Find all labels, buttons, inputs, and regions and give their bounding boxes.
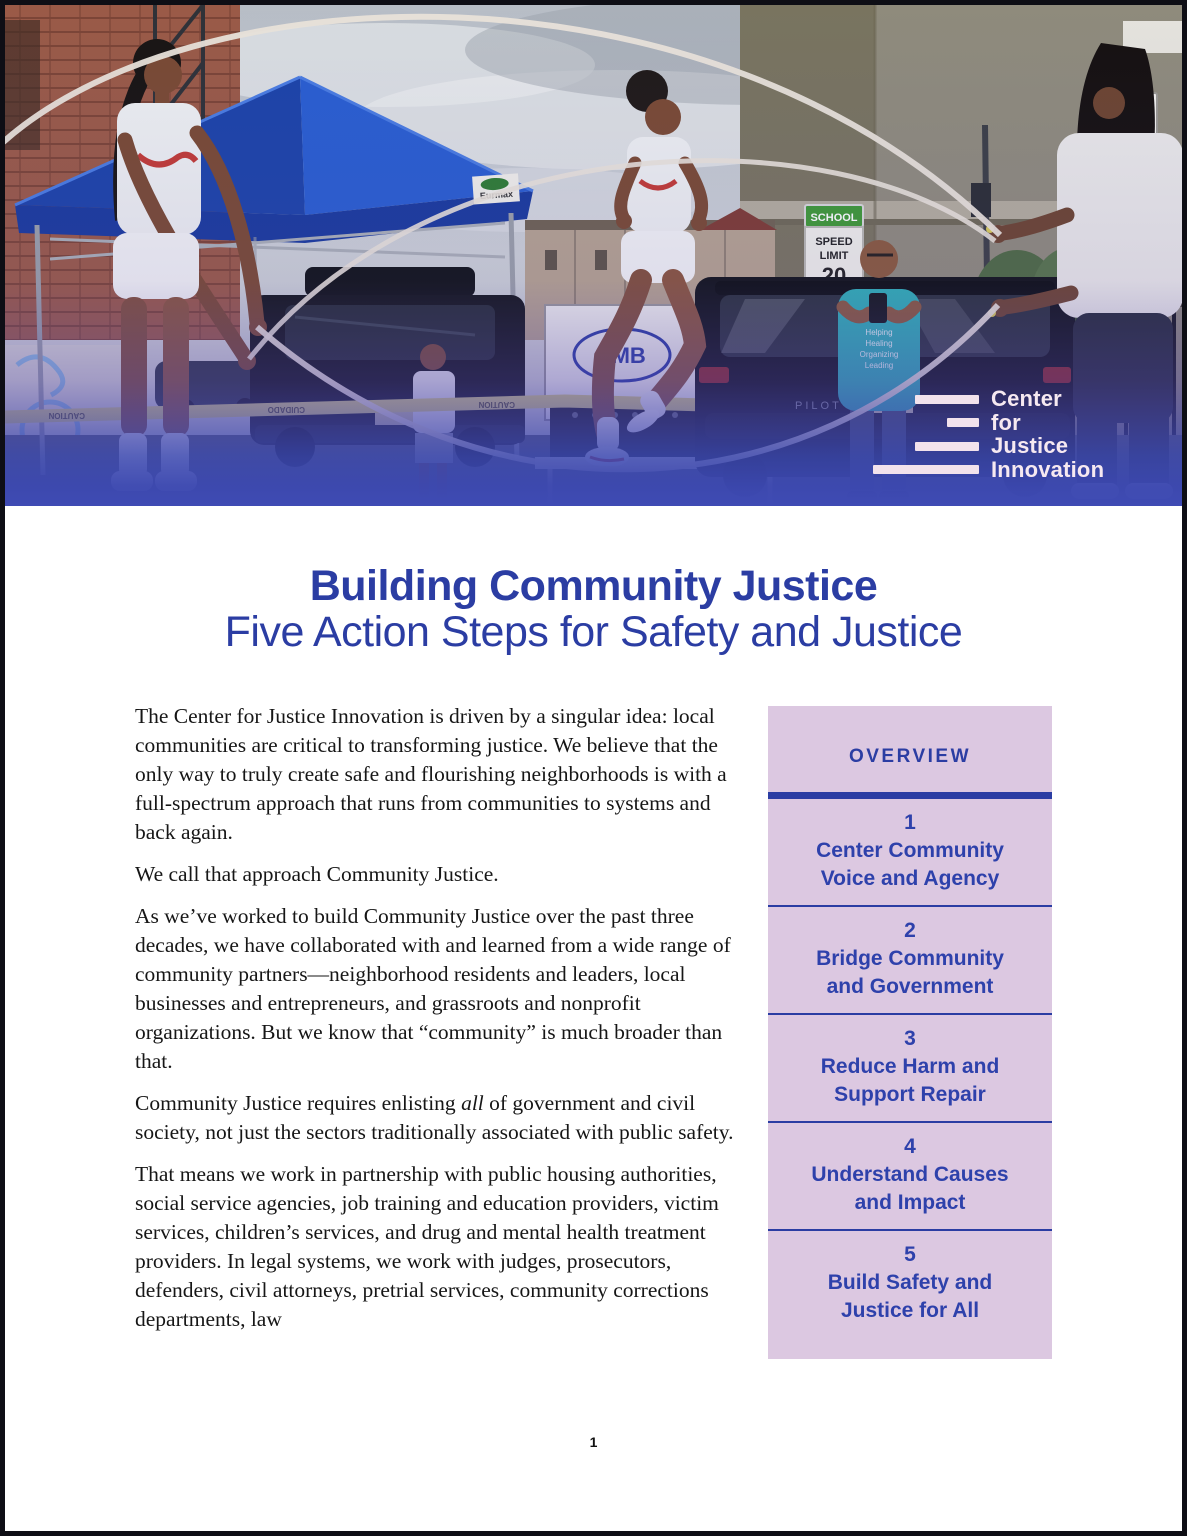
paragraph-3: As we’ve worked to build Community Justice over the past three decades, we have collaborated with and learned from a wide range of community partners—neighborhood residents and leaders, local businesses and entrepreneurs, and grassroots and nonprofit organizations. But we know that “community” is much broader than that.: [135, 904, 731, 1073]
page-title: [5, 563, 1182, 655]
overview-sidebar: [768, 706, 1052, 1359]
item-line: Center Community: [816, 839, 1004, 862]
paragraph-4-italic: all: [461, 1091, 484, 1115]
page-number: 1: [589, 1434, 598, 1450]
item-line: Understand Causes: [811, 1163, 1009, 1186]
item-number: 4: [904, 1135, 916, 1158]
logo-bar-icon: [947, 418, 979, 427]
sidebar-item-2: [768, 905, 1052, 1013]
logo-bar-icon: [915, 395, 979, 404]
item-line: Voice and Agency: [820, 867, 1000, 890]
sidebar-rule: [768, 792, 1052, 799]
body-text-column: [135, 702, 736, 1347]
logo-row: [867, 433, 1104, 459]
logo-text-line: Innovation: [991, 456, 1105, 482]
sidebar-item-3: [768, 1013, 1052, 1121]
logo-row: [867, 456, 1105, 482]
sidebar-item-4: [768, 1121, 1052, 1229]
title-line-1: Building Community Justice: [309, 562, 878, 610]
logo-text-line: Center: [991, 386, 1062, 412]
item-line: Bridge Community: [816, 947, 1004, 970]
item-line: Support Repair: [834, 1083, 986, 1106]
paragraph-4: [135, 1089, 736, 1147]
item-number: 1: [904, 811, 916, 834]
paragraph-4-end: of government and civil society, not just the sectors traditionally associated with public safety.: [135, 1091, 734, 1144]
item-number: 3: [904, 1027, 916, 1050]
item-number: 2: [904, 919, 916, 942]
title-line-2: Five Action Steps for Safety and Justice: [224, 608, 963, 656]
sidebar-item-5: [768, 1229, 1052, 1337]
sidebar-heading: OVERVIEW: [848, 746, 972, 767]
logo-bar-icon: [873, 465, 979, 474]
item-line: Reduce Harm and: [820, 1055, 1000, 1078]
item-line: and Government: [826, 975, 994, 998]
logo-row: [867, 386, 1104, 412]
hero-image: [5, 5, 1182, 506]
paragraph-5: That means we work in partnership with public housing authorities, social service agencies, job training and education providers, victim services, children’s services, and drug and mental health treatment providers. In legal systems, we work with judges, prosecutors, defenders, civil attorneys, pretrial services, community corrections departments, law: [135, 1162, 719, 1331]
logo-bar-icon: [915, 442, 979, 451]
paragraph-4-start: Community Justice requires enlisting: [135, 1091, 462, 1115]
sidebar-item-1: [768, 799, 1052, 905]
paragraph-1: The Center for Justice Innovation is driven by a singular idea: local communities are critical to transforming justice. We believe that the only way to truly create safe and flourishing neighborhoods is with a full-spectrum approach that runs from communities to systems and back again.: [135, 704, 727, 844]
logo-text-line: for: [991, 409, 1021, 435]
logo-row: [867, 409, 1104, 435]
paragraph-2: We call that approach Community Justice.: [135, 862, 499, 886]
org-logo: [867, 386, 1105, 482]
item-number: 5: [904, 1243, 916, 1266]
item-line: and Impact: [854, 1191, 966, 1214]
logo-text-line: Justice: [991, 433, 1069, 459]
item-line: Build Safety and: [827, 1271, 993, 1294]
item-line: Justice for All: [840, 1299, 980, 1322]
